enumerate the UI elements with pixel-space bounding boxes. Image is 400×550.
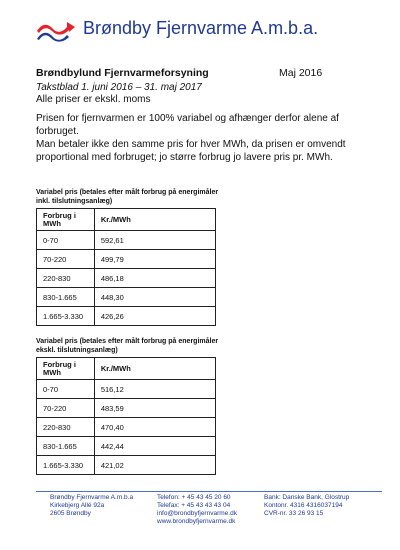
footer-city: 2605 Brøndby: [50, 510, 91, 517]
table-row: [37, 307, 216, 326]
price-cell: 442,44: [94, 437, 215, 456]
price-cell: 426,26: [94, 307, 215, 326]
price-cell: 516,12: [94, 380, 215, 399]
vat-note: Alle priser er ekskl. moms: [36, 94, 151, 105]
price-table-incl: [36, 188, 226, 326]
table-caption: Variabel pris (betales efter målt forbrug på energimåler inkl. tilslutningsanlæg): [36, 189, 219, 205]
footer-website-link[interactable]: www.brondbyfjernvarme.dk: [157, 518, 236, 525]
company-name: Brøndby Fjernvarme A.m.b.a.: [83, 18, 319, 38]
intro-paragraph-2: Man betaler ikke den samme pris for hver MWh, da prisen er omvendt proportional med forbruget; jo større forbrug jo lavere pris pr. MWh.: [36, 139, 346, 163]
table-row: [37, 437, 216, 456]
consumption-cell: 70-220: [37, 250, 95, 269]
document-date: Maj 2016: [279, 67, 323, 79]
footer-street: Kirkebjerg Allé 92a: [50, 502, 105, 509]
footer-phone: Telefon: + 45 43 45 20 60: [157, 494, 231, 501]
table-row: [37, 418, 216, 437]
consumption-cell: 1.665-3.330: [37, 307, 95, 326]
column-header-price: Kr./MWh: [94, 358, 215, 380]
table-row: [37, 399, 216, 418]
price-cell: 592,61: [94, 231, 215, 250]
consumption-cell: 220-830: [37, 269, 95, 288]
table-row: [37, 380, 216, 399]
company-logo-icon: [36, 18, 76, 42]
document-header: [36, 67, 336, 105]
footer-cvr: CVR-nr. 33 26 93 15: [264, 510, 324, 517]
price-table: [36, 357, 216, 475]
column-header-price: Kr./MWh: [94, 209, 215, 231]
table-caption: Variabel pris (betales efter målt forbrug på energimåler ekskl. tilslutningsanlæg): [36, 338, 219, 354]
footer-contact: [157, 494, 237, 526]
footer-bank-name: Bank: Danske Bank, Glostrup: [264, 494, 350, 501]
consumption-cell: 1.665-3.330: [37, 456, 95, 475]
table-row: [37, 269, 216, 288]
footer-account: Kontonr. 4316 4316037194: [264, 502, 343, 509]
price-cell: 421,02: [94, 456, 215, 475]
consumption-cell: 220-830: [37, 418, 95, 437]
consumption-cell: 830-1.665: [37, 288, 95, 307]
footer-fax: Telefax: + 45 43 43 43 04: [157, 502, 231, 509]
table-header-row: [37, 209, 216, 231]
footer-address: [50, 494, 133, 518]
price-table: [36, 208, 216, 326]
table-row: [37, 288, 216, 307]
price-cell: 470,40: [94, 418, 215, 437]
letterhead: [36, 14, 376, 44]
footer-divider: [36, 491, 382, 492]
intro-text: [36, 112, 356, 164]
consumption-cell: 0-70: [37, 380, 95, 399]
consumption-cell: 0-70: [37, 231, 95, 250]
validity-period: Takstblad 1. juni 2016 – 31. maj 2017: [36, 82, 202, 93]
price-cell: 499,79: [94, 250, 215, 269]
consumption-cell: 830-1.665: [37, 437, 95, 456]
footer-bank: [264, 494, 349, 518]
price-table-excl: [36, 337, 226, 475]
table-header-row: [37, 358, 216, 380]
price-cell: 483,59: [94, 399, 215, 418]
column-header-consumption: Forbrug i MWh: [37, 209, 95, 231]
footer-email-link[interactable]: info@brondbyfjernvarme.dk: [157, 510, 237, 517]
table-row: [37, 231, 216, 250]
intro-paragraph-1: Prisen for fjernvarmen er 100% variabel og afhænger derfor alene af forbruget.: [36, 113, 339, 137]
price-cell: 486,18: [94, 269, 215, 288]
table-row: [37, 456, 216, 475]
column-header-consumption: Forbrug i MWh: [37, 358, 95, 380]
document-title: Brøndbylund Fjernvarmeforsyning: [36, 67, 209, 79]
consumption-cell: 70-220: [37, 399, 95, 418]
footer-company: Brøndby Fjernvarme A.m.b.a: [50, 494, 134, 501]
price-cell: 448,30: [94, 288, 215, 307]
table-row: [37, 250, 216, 269]
